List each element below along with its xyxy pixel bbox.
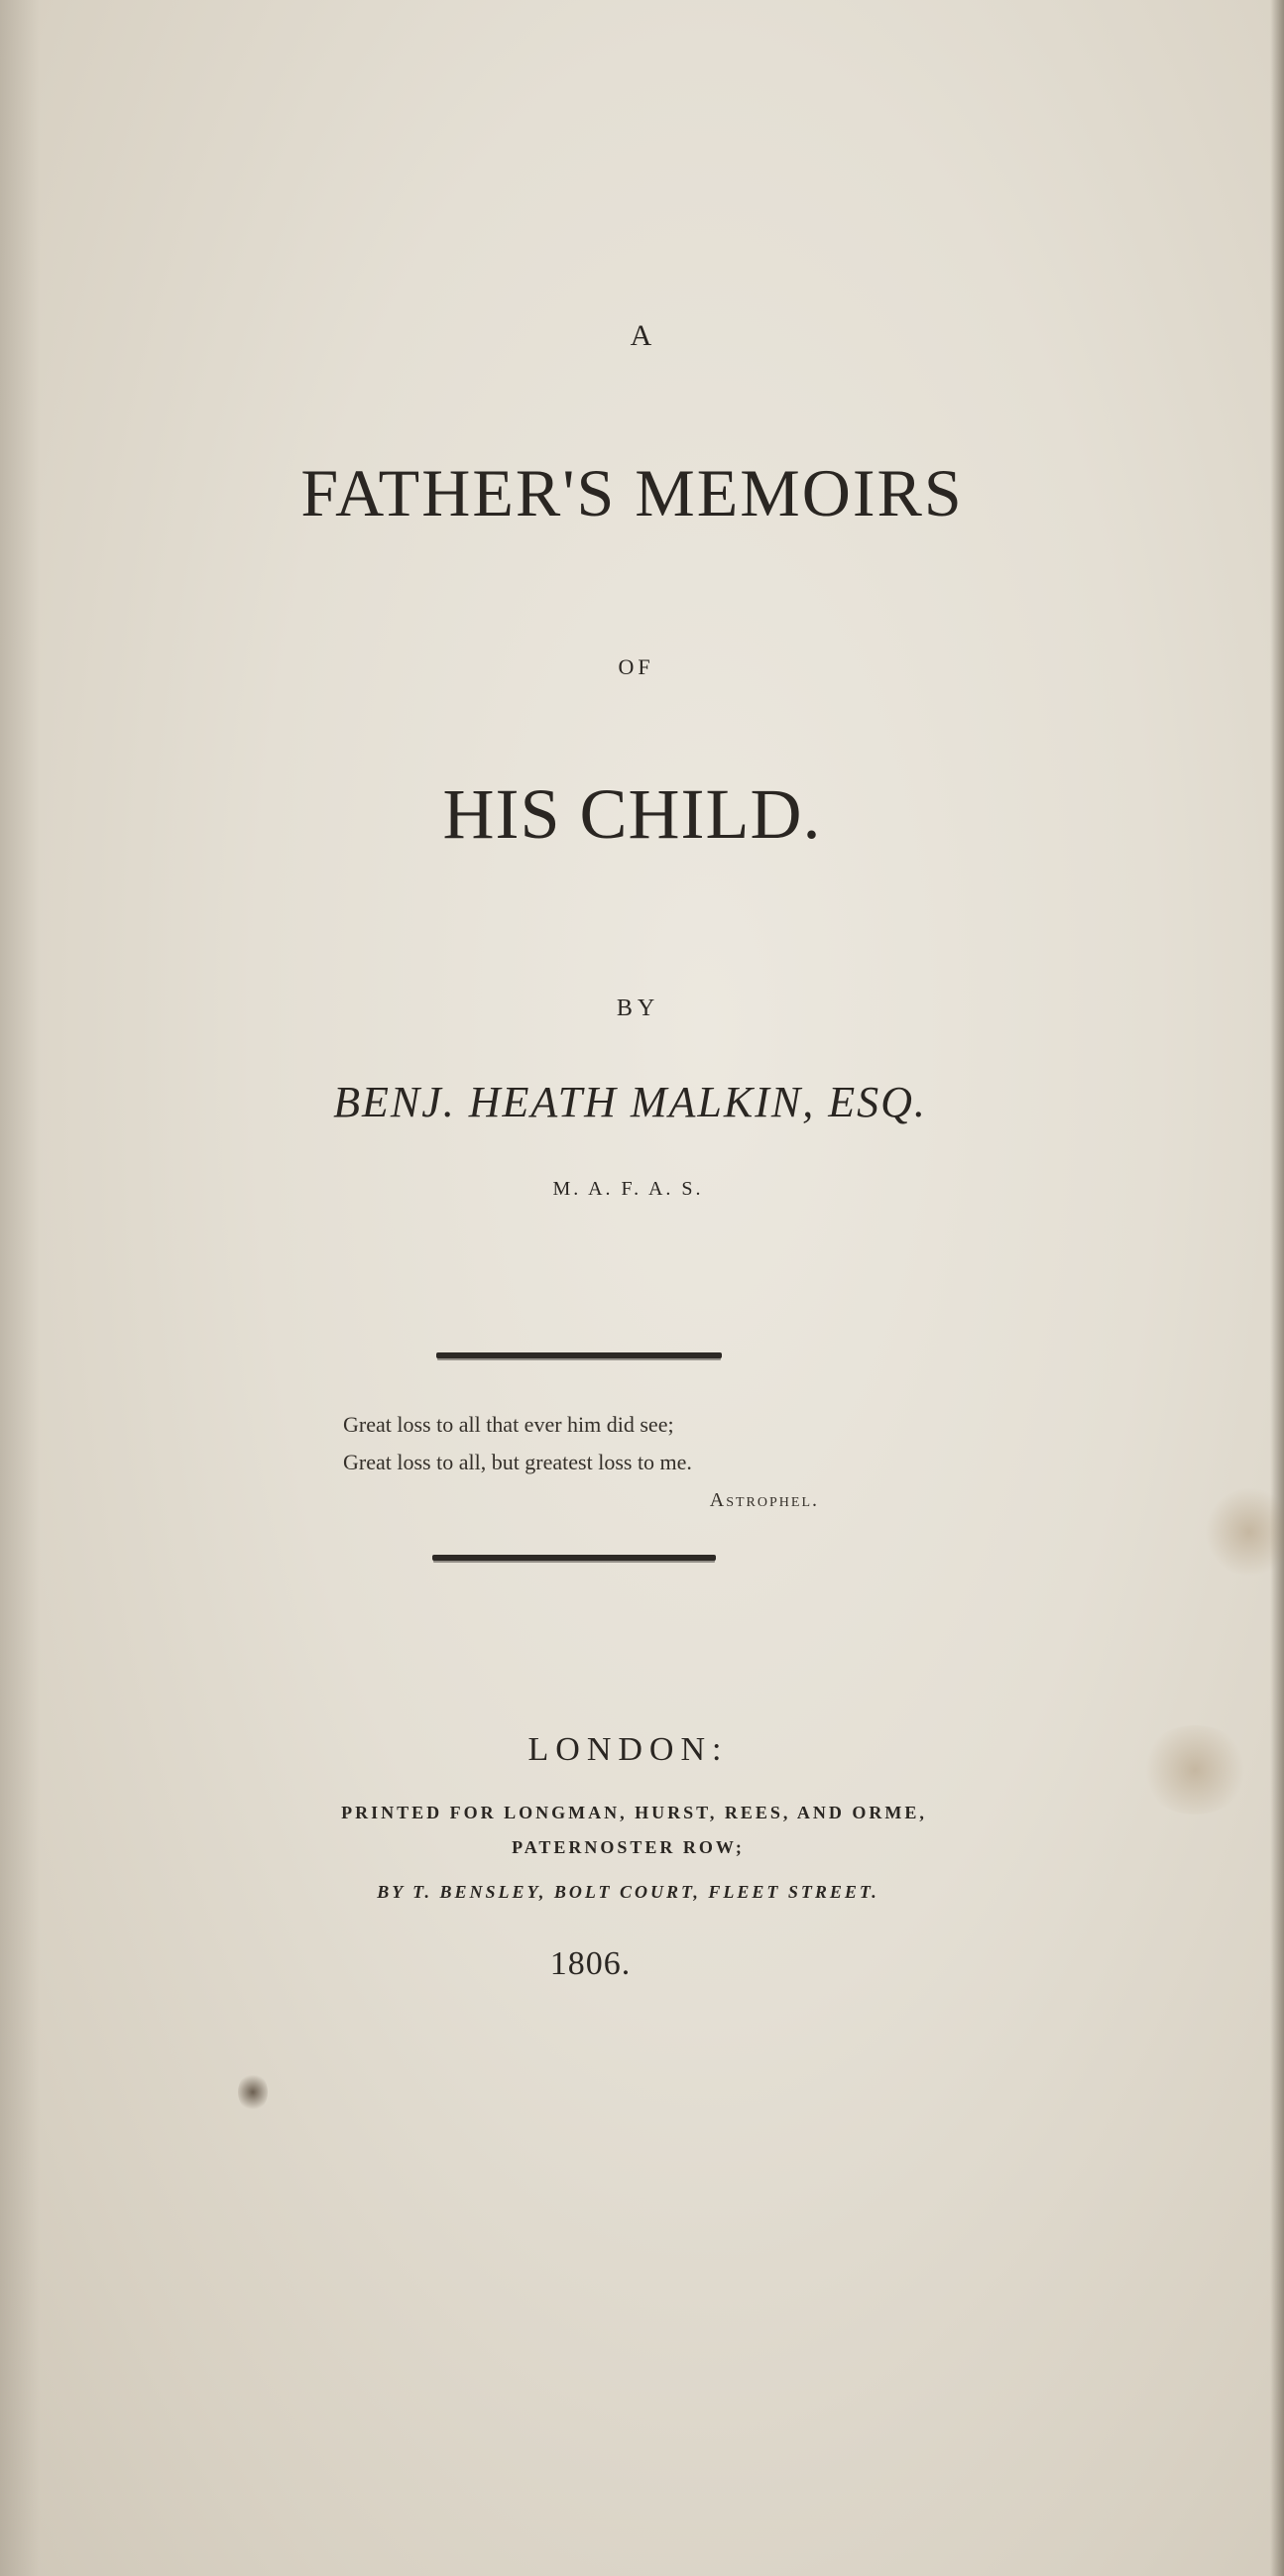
imprint-year: 1806. [549, 1945, 632, 1982]
top-ornamental-rule [436, 1352, 722, 1358]
imprint-city: LONDON: [527, 1731, 729, 1768]
bottom-ornamental-rule [432, 1555, 716, 1561]
page-edge-shadow [1270, 0, 1284, 2576]
imprint-publisher-line-1: PRINTED FOR LONGMAN, HURST, REES, AND ORME, [341, 1803, 927, 1822]
author-credentials: M. A. F. A. S. [552, 1178, 704, 1200]
title-line-2: HIS CHILD. [442, 774, 822, 854]
imprint-printer: BY T. BENSLEY, BOLT COURT, FLEET STREET. [377, 1882, 879, 1902]
byline-label: BY [616, 995, 660, 1021]
paper-stain [1205, 1487, 1284, 1577]
page-gutter-shadow [0, 0, 40, 2576]
title-connector: OF [618, 654, 654, 679]
epigraph [343, 1406, 859, 1519]
title-line-1: FATHER'S MEMOIRS [300, 455, 964, 530]
epigraph-attribution: Astrophel. [709, 1489, 819, 1511]
ink-spot [238, 2072, 268, 2112]
epigraph-line-1: Great loss to all that ever him did see; [343, 1412, 674, 1437]
title-article: A [630, 319, 654, 352]
epigraph-line-2: Great loss to all, but greatest loss to me. [343, 1450, 692, 1474]
imprint-publisher-line-2: PATERNOSTER ROW; [512, 1837, 745, 1857]
author-name: BENJ. HEATH MALKIN, ESQ. [333, 1078, 927, 1126]
